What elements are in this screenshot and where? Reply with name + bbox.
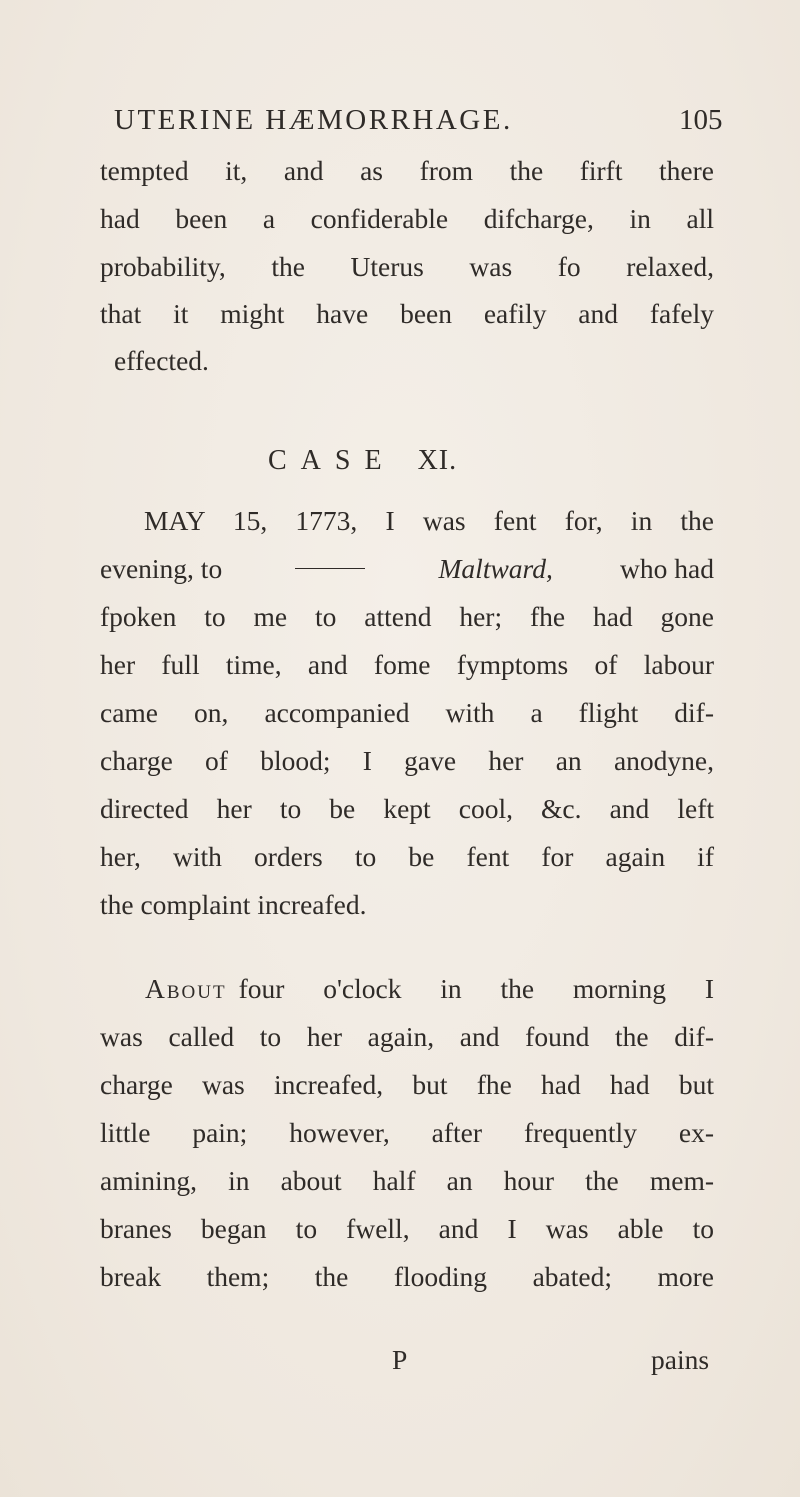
- signature-mark: P: [392, 1344, 408, 1375]
- line-end: who had: [620, 553, 714, 584]
- text-line: her, with orders to be fent for again if: [100, 841, 714, 872]
- text-line: [145, 975, 714, 1003]
- case-heading-number: XI.: [417, 445, 458, 476]
- text-line: MAY 15, 1773, I was fent for, in the: [144, 505, 714, 536]
- text-line: break them; the flooding abated; more: [100, 1261, 714, 1292]
- paragraph-first-word: About: [145, 973, 227, 1004]
- page-number: 105: [679, 104, 723, 136]
- running-head-title: UTERINE HÆMORRHAGE.: [114, 104, 513, 136]
- name-dash: [295, 568, 365, 569]
- text-line: amining, in about half an hour the mem-: [100, 1165, 714, 1196]
- line-rest: four o'clock in the morning I: [238, 973, 714, 1004]
- patient-name: Maltward,: [438, 553, 553, 584]
- case-heading-word: CASE: [268, 445, 396, 476]
- text-line: tempted it, and as from the firft there: [100, 155, 714, 186]
- text-line: effected.: [114, 345, 209, 376]
- text-line: had been a confiderable difcharge, in all: [100, 203, 714, 234]
- text-line: was called to her again, and found the dif-: [100, 1021, 714, 1052]
- text-line: little pain; however, after frequently ex-: [100, 1117, 714, 1148]
- text-line: branes began to fwell, and I was able to: [100, 1213, 714, 1244]
- catchword: pains: [651, 1344, 710, 1375]
- text-line: charge was increafed, but fhe had had but: [100, 1069, 714, 1100]
- text-line: directed her to be kept cool, &c. and left: [100, 793, 714, 824]
- running-head: [114, 104, 723, 137]
- text-line: came on, accompanied with a flight dif-: [100, 697, 714, 728]
- text-line: charge of blood; I gave her an anodyne,: [100, 745, 714, 776]
- text-line: [100, 555, 714, 583]
- case-heading: [268, 445, 457, 477]
- line-start: evening, to: [100, 553, 223, 584]
- text-line: her full time, and fome fymptoms of labour: [100, 649, 714, 680]
- text-line: the complaint increafed.: [100, 889, 367, 920]
- text-line: probability, the Uterus was fo relaxed,: [100, 251, 714, 282]
- text-line: fpoken to me to attend her; fhe had gone: [100, 601, 714, 632]
- text-line: that it might have been eafily and fafely: [100, 298, 714, 329]
